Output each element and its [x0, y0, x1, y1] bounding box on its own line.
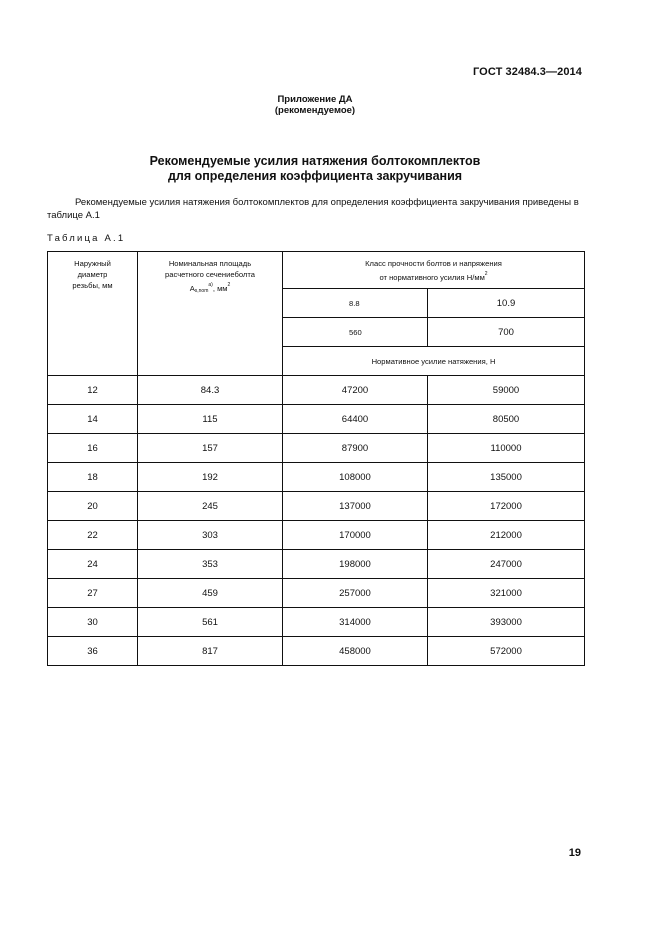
cell-area: 245 [138, 492, 283, 521]
appendix-subtitle: (рекомендуемое) [274, 105, 356, 116]
table-row [48, 492, 585, 521]
cell-diameter: 12 [48, 376, 138, 405]
cell-diameter: 16 [48, 434, 138, 463]
cell-force-10-9: 321000 [428, 579, 585, 608]
cell-force-8-8: 170000 [283, 521, 428, 550]
section-title-line-1: Рекомендуемые усилия натяжения болтокомплектов [149, 154, 481, 168]
table-row [48, 405, 585, 434]
cell-force-8-8: 47200 [283, 376, 428, 405]
cell-force-10-9: 212000 [428, 521, 585, 550]
section-title [0, 154, 630, 184]
appendix-heading [0, 94, 630, 116]
cell-diameter: 24 [48, 550, 138, 579]
cell-area: 353 [138, 550, 283, 579]
cell-area: 84.3 [138, 376, 283, 405]
class-10-9: 10.9 [428, 289, 585, 318]
cell-diameter: 36 [48, 637, 138, 666]
header-diameter: Наружный диаметр резьбы, мм [48, 252, 138, 376]
header-nominal-force: Нормативное усилие натяжения, Н [283, 347, 585, 376]
cell-force-8-8: 64400 [283, 405, 428, 434]
cell-diameter: 22 [48, 521, 138, 550]
stress-10-9: 700 [428, 318, 585, 347]
cell-force-8-8: 257000 [283, 579, 428, 608]
table-row [48, 637, 585, 666]
header-strength-class: Класс прочности болтов и напряжения от нормативного усилия $Н/мм^2$ [283, 252, 585, 289]
cell-area: 303 [138, 521, 283, 550]
header-area: Номинальная площадь расчетного сечениеболта $A_{s,nom}^{a)}$, $мм^2$ [138, 252, 283, 376]
cell-force-10-9: 172000 [428, 492, 585, 521]
table-row [48, 550, 585, 579]
cell-force-8-8: 108000 [283, 463, 428, 492]
cell-diameter: 30 [48, 608, 138, 637]
table-row [48, 521, 585, 550]
cell-force-10-9: 59000 [428, 376, 585, 405]
cell-diameter: 27 [48, 579, 138, 608]
table-row [48, 376, 585, 405]
intro-paragraph: Рекомендуемые усилия натяжения болтокомплектов для определения коэффициента закручивания приведены в таблице А.1 [47, 197, 579, 221]
cell-diameter: 20 [48, 492, 138, 521]
cell-force-10-9: 110000 [428, 434, 585, 463]
table-caption: Таблица А.1 [47, 233, 126, 244]
cell-force-10-9: 80500 [428, 405, 585, 434]
cell-force-8-8: 314000 [283, 608, 428, 637]
page-number: 19 [568, 847, 581, 859]
bolt-tension-table [47, 251, 585, 666]
section-title-line-2: для определения коэффициента закручивания [167, 169, 463, 183]
class-8-8: 8.8 [283, 289, 428, 318]
cell-force-10-9: 247000 [428, 550, 585, 579]
cell-force-8-8: 87900 [283, 434, 428, 463]
table-header-row [48, 252, 585, 289]
cell-force-8-8: 458000 [283, 637, 428, 666]
cell-force-10-9: 572000 [428, 637, 585, 666]
cell-area: 817 [138, 637, 283, 666]
cell-area: 459 [138, 579, 283, 608]
cell-area: 561 [138, 608, 283, 637]
cell-area: 192 [138, 463, 283, 492]
cell-area: 115 [138, 405, 283, 434]
table-row [48, 608, 585, 637]
cell-force-10-9: 393000 [428, 608, 585, 637]
table-row [48, 463, 585, 492]
cell-area: 157 [138, 434, 283, 463]
cell-diameter: 14 [48, 405, 138, 434]
appendix-title: Приложение ДА [277, 94, 353, 105]
document-code: ГОСТ 32484.3—2014 [472, 66, 582, 78]
cell-force-8-8: 137000 [283, 492, 428, 521]
table-row [48, 434, 585, 463]
table-row [48, 579, 585, 608]
cell-force-8-8: 198000 [283, 550, 428, 579]
cell-force-10-9: 135000 [428, 463, 585, 492]
cell-diameter: 18 [48, 463, 138, 492]
stress-8-8: 560 [283, 318, 428, 347]
